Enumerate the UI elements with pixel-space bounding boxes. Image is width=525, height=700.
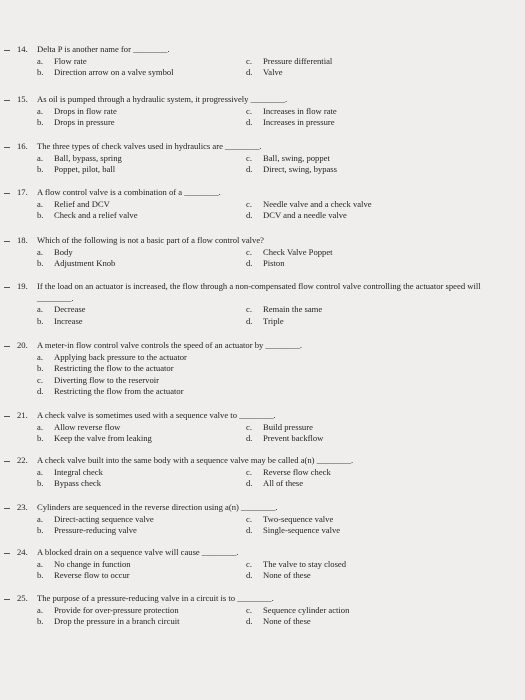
answer-blank[interactable] <box>4 553 10 554</box>
option-letter: c. <box>246 558 252 569</box>
option-letter: c. <box>246 604 252 615</box>
option-letter: d. <box>246 210 253 221</box>
option-text: Pressure-reducing valve <box>54 525 137 536</box>
option-letter: a. <box>37 604 43 615</box>
option-text: Drop the pressure in a branch circuit <box>54 616 180 627</box>
option-letter: b. <box>37 478 44 489</box>
question-stem: A blocked drain on a sequence valve will cause ________. <box>37 547 239 557</box>
option-text: None of these <box>263 570 311 581</box>
option-text: All of these <box>263 478 304 489</box>
question-14 <box>0 44 525 79</box>
option-letter: a. <box>37 105 43 116</box>
option-text: The valve to stay closed <box>263 558 347 569</box>
option-text: Relief and DCV <box>54 198 110 209</box>
option-letter: b. <box>37 616 44 627</box>
option-text: Piston <box>263 258 285 269</box>
option-letter: d. <box>246 478 253 489</box>
option-letter: b. <box>37 525 44 536</box>
question-number: 21. <box>17 410 28 420</box>
question-number: 24. <box>17 547 28 557</box>
option-text: Direct-acting sequence valve <box>54 513 154 524</box>
option-text: DCV and a needle valve <box>263 210 347 221</box>
option-letter: d. <box>246 164 253 175</box>
option-letter: c. <box>246 152 252 163</box>
option-text: No change in function <box>54 558 131 569</box>
answer-blank[interactable] <box>4 508 10 509</box>
option-letter: b. <box>37 315 44 326</box>
option-text: Check Valve Poppet <box>263 246 333 257</box>
option-text: Keep the valve from leaking <box>54 433 152 444</box>
question-24 <box>0 547 525 582</box>
option-text: Reverse flow to occur <box>54 570 130 581</box>
option-text: Single-sequence valve <box>263 525 341 536</box>
question-number: 20. <box>17 340 28 350</box>
option-letter: c. <box>246 304 252 315</box>
option-letter: a. <box>37 466 43 477</box>
option-letter: b. <box>37 258 44 269</box>
option-letter: a. <box>37 55 43 66</box>
option-letter: d. <box>246 67 253 78</box>
option-letter: b. <box>37 117 44 128</box>
question-25 <box>0 593 525 628</box>
option-text: Applying back pressure to the actuator <box>54 351 187 362</box>
option-text: Body <box>54 246 73 257</box>
question-17 <box>0 187 525 222</box>
option-text: Diverting flow to the reservoir <box>54 374 160 385</box>
question-16 <box>0 141 525 176</box>
option-text: Remain the same <box>263 304 323 315</box>
question-15 <box>0 94 525 129</box>
option-letter: a. <box>37 304 43 315</box>
option-letter: b. <box>37 164 44 175</box>
option-letter: b. <box>37 570 44 581</box>
option-text: Increase <box>54 315 83 326</box>
question-stem: As oil is pumped through a hydraulic system, it progressively ________. <box>37 94 288 104</box>
option-letter: a. <box>37 351 43 362</box>
option-letter: c. <box>246 466 252 477</box>
option-letter: d. <box>246 315 253 326</box>
question-stem: The purpose of a pressure-reducing valve in a circuit is to ________. <box>37 593 274 603</box>
option-letter: a. <box>37 246 43 257</box>
option-letter: c. <box>37 374 43 385</box>
option-text: Flow rate <box>54 55 87 66</box>
question-23 <box>0 502 525 537</box>
question-number: 15. <box>17 94 28 104</box>
option-text: Restricting the flow from the actuator <box>54 386 184 397</box>
question-18 <box>0 235 525 270</box>
option-text: Triple <box>263 315 284 326</box>
question-number: 19. <box>17 281 28 291</box>
option-text: Decrease <box>54 304 86 315</box>
option-text: Direct, swing, bypass <box>263 164 337 175</box>
option-text: Adjustment Knob <box>54 258 116 269</box>
question-number: 23. <box>17 502 28 512</box>
question-20 <box>0 340 525 398</box>
answer-blank[interactable] <box>4 599 10 600</box>
option-letter: b. <box>37 433 44 444</box>
option-letter: c. <box>246 421 252 432</box>
option-letter: d. <box>246 117 253 128</box>
option-text: Drops in flow rate <box>54 105 117 116</box>
question-stem: Cylinders are sequenced in the reverse direction using a(n) ________. <box>37 502 278 512</box>
option-letter: c. <box>246 513 252 524</box>
option-text: Bypass check <box>54 478 102 489</box>
question-19 <box>0 281 525 327</box>
question-number: 17. <box>17 187 28 197</box>
option-letter: d. <box>37 386 44 397</box>
option-text: Two-sequence valve <box>263 513 334 524</box>
option-text: Sequence cylinder action <box>263 604 350 615</box>
option-text: Provide for over-pressure protection <box>54 604 179 615</box>
option-letter: a. <box>37 421 43 432</box>
option-text: None of these <box>263 616 311 627</box>
option-letter: d. <box>246 525 253 536</box>
option-letter: b. <box>37 67 44 78</box>
answer-blank[interactable] <box>4 241 10 242</box>
option-letter: a. <box>37 513 43 524</box>
answer-blank[interactable] <box>4 287 10 288</box>
answer-blank[interactable] <box>4 461 10 462</box>
option-letter: c. <box>246 55 252 66</box>
option-text: Poppet, pilot, ball <box>54 164 116 175</box>
option-text: Needle valve and a check valve <box>263 198 372 209</box>
option-letter: c. <box>246 198 252 209</box>
question-number: 14. <box>17 44 28 54</box>
question-stem: A check valve built into the same body with a sequence valve may be called a(n) ________. <box>37 455 354 465</box>
question-number: 22. <box>17 455 28 465</box>
answer-blank[interactable] <box>4 100 10 101</box>
option-letter: a. <box>37 152 43 163</box>
question-22 <box>0 455 525 490</box>
option-letter: d. <box>246 433 253 444</box>
option-text: Pressure differential <box>263 55 333 66</box>
question-number: 25. <box>17 593 28 603</box>
option-text: Increases in flow rate <box>263 105 337 116</box>
question-stem: A flow control valve is a combination of a ________. <box>37 187 221 197</box>
question-stem: A meter-in flow control valve controls the speed of an actuator by ________. <box>37 340 302 350</box>
answer-blank[interactable] <box>4 147 10 148</box>
option-text: Integral check <box>54 466 103 477</box>
question-stem: If the load on an actuator is increased, the flow through a non-compensated flow control valve controlling the actuator speed will ________. <box>37 281 481 303</box>
question-stem: A check valve is sometimes used with a sequence valve to ________. <box>37 410 276 420</box>
option-letter: a. <box>37 558 43 569</box>
option-text: Increases in pressure <box>263 117 335 128</box>
option-text: Drops in pressure <box>54 117 115 128</box>
option-text: Direction arrow on a valve symbol <box>54 67 174 78</box>
answer-blank[interactable] <box>4 416 10 417</box>
option-text: Ball, swing, poppet <box>263 152 330 163</box>
option-letter: c. <box>246 105 252 116</box>
answer-blank[interactable] <box>4 50 10 51</box>
question-number: 16. <box>17 141 28 151</box>
option-text: Restricting the flow to the actuator <box>54 363 174 374</box>
option-text: Allow reverse flow <box>54 421 121 432</box>
option-text: Prevent backflow <box>263 433 324 444</box>
option-text: Ball, bypass, spring <box>54 152 122 163</box>
answer-blank[interactable] <box>4 193 10 194</box>
question-stem: The three types of check valves used in hydraulics are ________. <box>37 141 262 151</box>
option-letter: d. <box>246 258 253 269</box>
answer-blank[interactable] <box>4 346 10 347</box>
question-number: 18. <box>17 235 28 245</box>
question-stem: Delta P is another name for ________. <box>37 44 170 54</box>
option-text: Build pressure <box>263 421 313 432</box>
option-letter: d. <box>246 616 253 627</box>
question-stem: Which of the following is not a basic part of a flow control valve? <box>37 235 264 245</box>
option-letter: b. <box>37 363 44 374</box>
option-text: Check and a relief valve <box>54 210 138 221</box>
option-letter: c. <box>246 246 252 257</box>
option-text: Valve <box>263 67 283 78</box>
option-letter: a. <box>37 198 43 209</box>
option-letter: b. <box>37 210 44 221</box>
question-21 <box>0 410 525 445</box>
option-text: Reverse flow check <box>263 466 331 477</box>
option-letter: d. <box>246 570 253 581</box>
